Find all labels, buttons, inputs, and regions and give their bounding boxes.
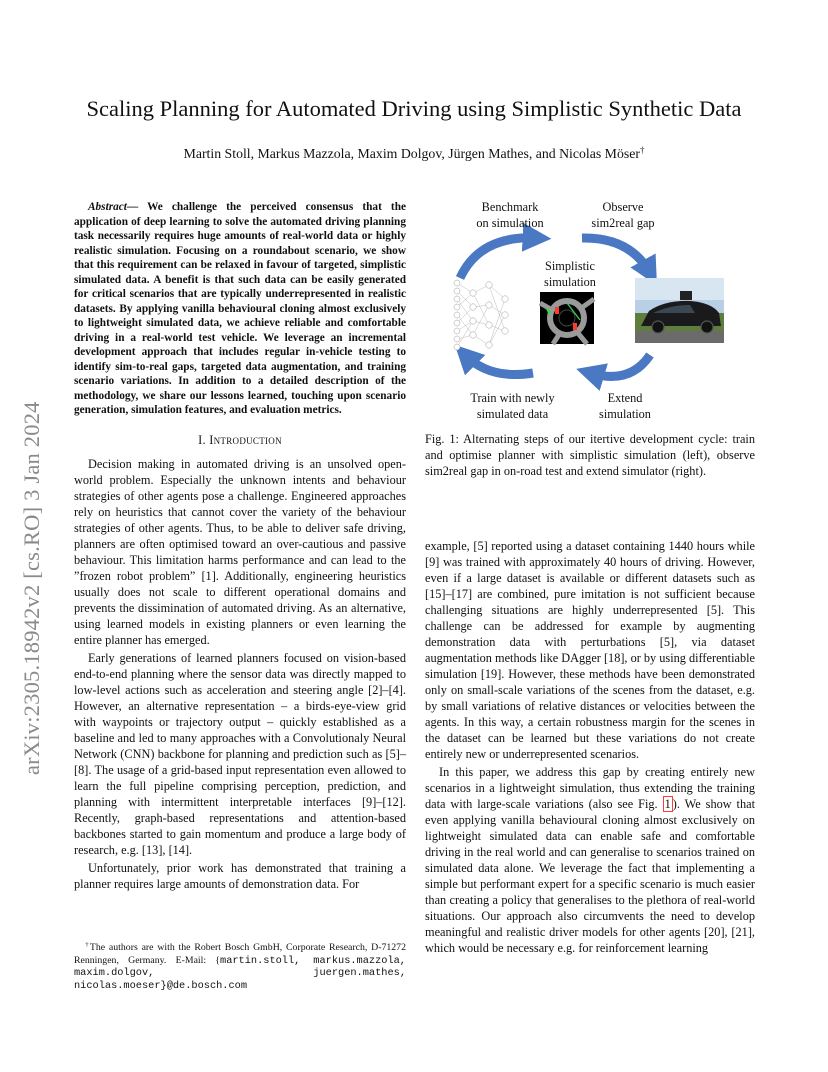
author-footnote-mark: † (639, 145, 645, 156)
roundabout-simulation-icon (540, 292, 594, 344)
author-list (0, 145, 828, 163)
test-vehicle-photo (635, 278, 724, 343)
abstract (74, 200, 406, 418)
arrow-bottom-right-icon (590, 355, 650, 376)
paragraph-2-start: In this paper, we address this gap by creating entirely new scenarios in a lightweight simulation, thus extending the training data with large-scale variations (also see Fig. (425, 765, 755, 811)
section-numeral: I. (198, 432, 206, 447)
footnote-domain: }@de.bosch.com (160, 979, 248, 992)
label-train: Train with newly simulated data (470, 391, 555, 421)
footnote-mark: † (84, 941, 90, 949)
right-column (425, 538, 755, 956)
arxiv-identifier: arXiv:2305.18942v2 [cs.RO] 3 Jan 2024 (19, 401, 44, 775)
footnote-text: The authors are with the Robert Bosch GmbH, Corporate Research, D-71272 Renningen, Germany. E-Mail: { (74, 942, 406, 966)
figure-1 (425, 195, 755, 430)
footnote-emails: martin.stoll, markus.mazzola, maxim.dolgov, juergen.mathes, nicolas.moeser (74, 954, 406, 992)
figure-reference-link[interactable]: 1 (664, 797, 671, 811)
label-simplistic: Simplistic simulation (544, 259, 596, 289)
affiliation-footnote (74, 942, 406, 992)
section-heading-introduction (74, 432, 406, 448)
author-names: Martin Stoll, Markus Mazzola, Maxim Dolgov, Jürgen Mathes, and Nicolas Möser (183, 146, 640, 161)
right-paragraph-1: example, [5] reported using a dataset containing 1440 hours while [9] was trained with approximately 40 hours of driving. However, even if a large dataset is available or different datasets such as [15]–[17] are combined, pure imitation is not sufficient because challenging situations are highly underrepresented [5]. This challenge can be addressed for example by augmenting demonstration data with perturbations [5], via dataset augmentation methods like DAgger [18], or by using differentiable simulation [19]. However, these methods have been demonstrated only on small-scale variations of the scenes from the dataset, e.g. by small variations of relative distances or velocities between the agents. In this way, a certain robustness margin for the scenes in the dataset can be learned but these variations do not create entirely new or underrepresented scenarios. (425, 539, 755, 761)
figure-caption: Fig. 1: Alternating steps of our itertive development cycle: train and optimise planner with simplistic simulation (left), observe sim2real gap in on-road test and extend simulator (right). (425, 432, 755, 478)
paper-title: Scaling Planning for Automated Driving using Simplistic Synthetic Data (86, 96, 742, 121)
arrow-bottom-left-icon (465, 355, 533, 375)
intro-paragraph-1: Decision making in automated driving is an unsolved open-world problem. Especially the unknown intents and behaviour strategies of other agents pose a challenge. Engineered approaches rely on heuristics that cannot cover the variety of the behaviour strategies of other agents. Thus, to be able to deliver safe driving, planners are often optimised toward an over-cautious and passive behaviour. This limitation harms performance and can lead to the ”frozen robot problem” [1]. Additionally, engineering heuristics usually does not scale to different operational domains and prevents the dissimination of automated driving. As an alternative, using learned models in existing planners or even learning the entire planner has emerged. (74, 456, 406, 647)
right-paragraph-2 (425, 764, 755, 956)
intro-paragraph-2: Early generations of learned planners focused on vision-based end-to-end planning where the sensor data was directly mapped to low-level actions such as acceleration and steering angle [2]–[4]. However, an alternative representation – a birds-eye-view grid with waypoints or trajectory output – quickly established as a baseline and led to many approaches with a Convolutionaly Neural Network (CNN) backbone for planning and prediction such as [5]–[8]. The usage of a grid-based input representation even allowed to learn the full pipeline comprising perception, prediction, and planning with intermittent interpretable interfaces [9]–[12]. Recently, graph-based representations and attention-based backbones started to gain momentum and produce a large body of research, e.g. [13], [14]. (74, 650, 406, 857)
label-extend: Extend simulation (599, 391, 651, 421)
intro-paragraph-3: Unfortunately, prior work has demonstrated that training a planner requires large amounts of demonstration data. For (74, 860, 406, 891)
left-column (74, 200, 406, 892)
label-observe: Observe sim2real gap (591, 200, 655, 230)
paragraph-2-end: ). We show that even applying vanilla behavioural cloning almost exclusively on lightweight simulated data can enable safe and comfortable driving in the real world and can generalise to scenarios trained on simulated data alone. We leverage the fact that implementing a simple but performant expert for a specific scenario is much easier than creating a policy that generalises to the plethora of real-world situations. Our approach also circumvents the need to develop meaningful and realistic driver models for other agents [20], [21], which would be necessary e.g. for reinforcement learning (425, 797, 756, 955)
section-name: Introduction (209, 432, 282, 447)
label-benchmark: Benchmark on simulation (476, 200, 544, 230)
abstract-text: — We challenge the perceived consensus that the application of deep learning to solve the automated driving planning task necessarily requires huge amounts of real-world data or highly realistic simulation. Focusing on a roundabout scenario, we show that this requirement can be relaxed in favour of targeted, simplistic simulated data. A benefit is that such data can be easily generated for critical scenarios that are typically underrepresented in realistic datasets. By applying vanilla behavioural cloning almost exclusively to lightweight simulated data, we achieve reliable and comfortable driving in a real-world test vehicle. We leverage an incremental development approach that includes regular in-vehicle testing to identify sim-to-real gaps, targeted data augmentation, and training scenario variations. In addition to a detailed description of the methodology, we share our lessons learned, touching upon scenario generation, simulation features, and evaluation metrics. (74, 201, 406, 416)
neural-network-icon (454, 280, 508, 350)
abstract-label: Abstract (88, 201, 127, 213)
